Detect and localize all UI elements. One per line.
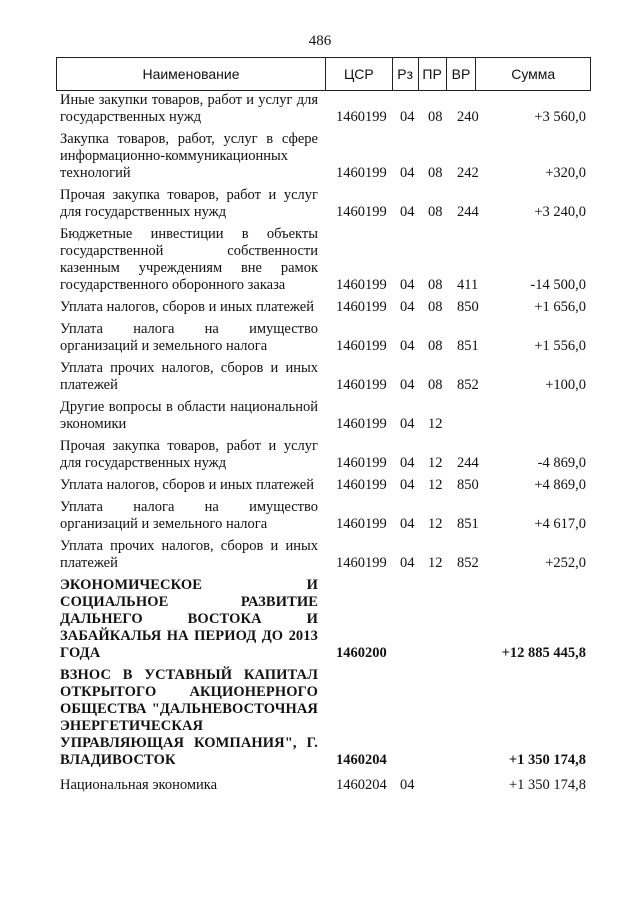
row-csr: 1460199 [336, 109, 387, 125]
row-csr: 1460204 [336, 752, 387, 768]
row-pr: 12 [428, 477, 443, 493]
table-row [60, 187, 590, 221]
row-rz: 04 [400, 338, 415, 354]
table-row [60, 499, 590, 533]
row-name: Уплата налога на имущество организаций и земельного налога [60, 499, 318, 532]
table-row [60, 438, 590, 472]
row-rz: 04 [400, 777, 415, 793]
row-vr: 852 [457, 555, 479, 571]
row-rz: 04 [400, 555, 415, 571]
table-body [60, 92, 590, 794]
row-name: ВЗНОС В УСТАВНЫЙ КАПИТАЛ ОТКРЫТОГО АКЦИОНЕРНОГО ОБЩЕСТВА "ДАЛЬНЕВОСТОЧНАЯ ЭНЕРГЕТИЧЕСКАЯ УПРАВЛЯЮЩАЯ КОМПАНИЯ", Г. ВЛАДИВОСТОК [60, 667, 318, 768]
row-sum: +12 885 445,8 [501, 645, 586, 661]
row-pr: 08 [428, 109, 443, 125]
row-sum: +320,0 [545, 165, 586, 181]
row-rz: 04 [400, 277, 415, 293]
row-vr: 850 [457, 477, 479, 493]
row-rz: 04 [400, 455, 415, 471]
row-rz: 04 [400, 165, 415, 181]
table-row [60, 477, 590, 494]
row-rz: 04 [400, 109, 415, 125]
row-name: Уплата прочих налогов, сборов и иных платежей [60, 360, 318, 393]
row-vr: 240 [457, 109, 479, 125]
table-row [60, 226, 590, 294]
table-row-section [60, 667, 590, 769]
row-name: Закупка товаров, работ, услуг в сфере информационно-коммуникационных технологий [60, 131, 318, 181]
header-vr: ВР [447, 58, 477, 90]
row-rz: 04 [400, 477, 415, 493]
row-vr: 244 [457, 455, 479, 471]
row-rz: 04 [400, 204, 415, 220]
table-row [60, 777, 590, 794]
row-pr: 12 [428, 555, 443, 571]
row-pr: 08 [428, 277, 443, 293]
header-pr: ПР [419, 58, 447, 90]
row-rz: 04 [400, 299, 415, 315]
row-csr: 1460199 [336, 377, 387, 393]
row-csr: 1460199 [336, 516, 387, 532]
row-csr: 1460199 [336, 204, 387, 220]
table-header [56, 57, 591, 91]
row-vr: 850 [457, 299, 479, 315]
table-row [60, 131, 590, 182]
row-pr: 12 [428, 516, 443, 532]
row-sum: +1 350 174,8 [508, 777, 586, 793]
row-vr: 242 [457, 165, 479, 181]
row-sum: -14 500,0 [530, 277, 586, 293]
row-sum: +4 869,0 [534, 477, 586, 493]
row-pr: 08 [428, 204, 443, 220]
row-sum: +3 240,0 [534, 204, 586, 220]
row-rz: 04 [400, 377, 415, 393]
table-row [60, 399, 590, 433]
row-name: Уплата налога на имущество организаций и земельного налога [60, 321, 318, 354]
row-vr: 244 [457, 204, 479, 220]
row-name: Национальная экономика [60, 777, 218, 793]
row-csr: 1460199 [336, 338, 387, 354]
header-sum: Сумма [511, 66, 556, 82]
row-rz: 04 [400, 416, 415, 432]
header-rz: Рз [393, 58, 419, 90]
header-csr: ЦСР [326, 58, 393, 90]
row-name: Уплата налогов, сборов и иных платежей [60, 477, 314, 493]
row-name: Другие вопросы в области национальной экономики [60, 399, 318, 432]
row-name: Уплата прочих налогов, сборов и иных платежей [60, 538, 318, 571]
row-pr: 08 [428, 338, 443, 354]
row-name: Прочая закупка товаров, работ и услуг для государственных нужд [60, 187, 318, 220]
row-name: Уплата налогов, сборов и иных платежей [60, 299, 314, 315]
table-row [60, 321, 590, 355]
row-name: Бюджетные инвестиции в объекты государственной собственности казенным учреждениям вне рамок государственного оборонного заказа [60, 226, 318, 293]
table-row [60, 360, 590, 394]
row-csr: 1460199 [336, 555, 387, 571]
row-sum: +252,0 [545, 555, 586, 571]
row-csr: 1460199 [336, 277, 387, 293]
row-csr: 1460199 [336, 455, 387, 471]
row-vr: 851 [457, 516, 479, 532]
row-csr: 1460199 [336, 416, 387, 432]
row-sum: +4 617,0 [534, 516, 586, 532]
row-vr: 851 [457, 338, 479, 354]
row-pr: 12 [428, 416, 443, 432]
row-sum: +1 350 174,8 [508, 752, 586, 768]
row-name: ЭКОНОМИЧЕСКОЕ И СОЦИАЛЬНОЕ РАЗВИТИЕ ДАЛЬНЕГО ВОСТОКА И ЗАБАЙКАЛЬЯ НА ПЕРИОД ДО 2013 ГОДА [60, 577, 318, 661]
row-rz: 04 [400, 516, 415, 532]
row-csr: 1460200 [336, 645, 387, 661]
row-csr: 1460199 [336, 477, 387, 493]
row-name: Иные закупки товаров, работ и услуг для государственных нужд [60, 92, 318, 125]
page-number: 486 [308, 33, 332, 49]
row-name: Прочая закупка товаров, работ и услуг для государственных нужд [60, 438, 318, 471]
row-csr: 1460199 [336, 165, 387, 181]
row-sum: -4 869,0 [537, 455, 586, 471]
row-csr: 1460199 [336, 299, 387, 315]
row-vr: 852 [457, 377, 479, 393]
table-row [60, 538, 590, 572]
row-sum: +3 560,0 [534, 109, 586, 125]
row-vr: 411 [457, 277, 479, 293]
table-row [60, 299, 590, 316]
row-pr: 08 [428, 165, 443, 181]
table-row-section [60, 577, 590, 662]
row-pr: 12 [428, 455, 443, 471]
row-pr: 08 [428, 377, 443, 393]
row-csr: 1460204 [336, 777, 387, 793]
header-name: Наименование [57, 58, 326, 90]
row-sum: +100,0 [545, 377, 586, 393]
row-sum: +1 656,0 [534, 299, 586, 315]
row-pr: 08 [428, 299, 443, 315]
table-row [60, 92, 590, 126]
row-sum: +1 556,0 [534, 338, 586, 354]
